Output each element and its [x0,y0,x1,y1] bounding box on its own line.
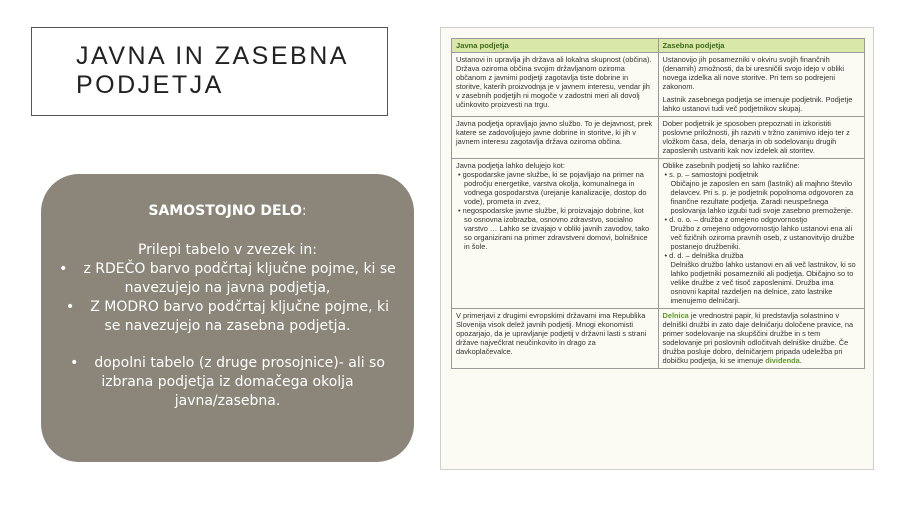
task-item-complete [57,354,398,373]
header-private: Zasebna podjetja [658,39,865,53]
cell-private-entrepreneur: Dober podjetnik je sposoben prepoznati in izkoristiti poslovne priložnosti, jih razviti v tržno zanimivo idejo ter z vložkom časa, dela, denarja in ob sodelovanju drugih zaposlenih ustvariti kak nov izdelek ali storitev. [658,117,865,159]
table-row [452,117,865,159]
cell-public-service: Javna podjetja opravljajo javno službo. To je dejavnost, prek katere se zadovoljujejo javne dobrine in storitve, ki jih v javnem interesu zagotavlja država oziroma občina. [452,117,659,159]
cell-public-forms [452,159,659,309]
cell-private-share [658,309,865,369]
comparison-table [451,38,865,369]
task-item-complete-line2: izbrana podjetja iz domačega okolja [101,374,354,390]
task-item-blue-line2: se navezujejo na zasebna podjetja. [104,318,351,334]
task-item-complete-line1: dopolni tabelo (z druge prosojnice)- ali so [94,355,385,371]
private-forms-doo-title: • d. o. o. – družba z omejeno odgovornostjo [664,215,808,224]
private-forms-sp-text: Običajno je zaposlen en sam (lastnik) ali majhno število delavcev. Pri s. p. je podjetnik popolnoma odgovoren za finančne rezultate podjetja. Zaradi neuspešnega poslovanja lahko izgubi tudi svoje zasebno premoženje. [670,179,854,215]
task-item-blue-line1: Z MODRO barvo podčrtaj ključne pojme, ki [90,299,389,315]
table-row [452,309,865,369]
slide-title [31,27,388,116]
bullet-icon: • [66,299,75,315]
cell-public-definition: Ustanovi in upravlja jih država ali lokalna skupnost (občina). Država oziroma občina svojim državljanom oziroma občanom z javnimi podjetji zagotavlja tiste dobrine in storitve, katerih proizvodnja je v javnem interesu, vendar jih v zasebnih podjetjih ni mogoče v zadostni meri ali dovolj učinkovito proizvesti na trgu. [452,53,659,117]
cell-private-definition-a: Ustanovijo jih posamezniki v okviru svojih finančnih (denarnih) zmožnosti, da bi uresničili svojo idejo v obliki novega izdelka ali nove storitve. Pri tem so podrejeni zakonom. [662,55,845,91]
task-item-complete-line3: javna/zasebna. [174,393,281,409]
cell-private-definition-b: Lastnik zasebnega podjetja se imenuje podjetnik. Podjetje lahko ustanovi tudi več podjetnikov skupaj. [662,95,853,113]
task-item-blue [57,298,398,317]
slide-title-line2: PODJETJA [76,71,224,99]
bullet-icon: • [70,355,79,371]
cell-private-forms [658,159,865,309]
table-row [452,53,865,117]
term-delnica: Delnica [662,311,689,320]
task-heading-colon: : [301,203,307,219]
comparison-table-image [440,27,874,470]
table-header-row [452,39,865,53]
private-forms-heading: Oblike zasebnih podjetij so lahko različne: [662,161,800,170]
bullet-icon: • [59,261,68,277]
task-spacer [57,336,398,354]
task-item-red [57,260,398,279]
public-forms-noneconomic: • negospodarske javne službe, ki proizvajajo dobrine, kot so osnovna izobrazba, osnovno zdravstvo, socialno varstvo … Lahko se izvajajo v obliki javnih zavodov, tako so organizirani na primer zdravstveni domovi, bolnišnice in šole. [458,206,650,251]
public-forms-economic: • gospodarske javne službe, ki se pojavljajo na primer na področju energetike, varstva okolja, komunalnega in vodnega gospodarstva (urejanje kanalizacije, dostop do vode), prometa in zvez, [458,170,647,206]
public-forms-heading: Javna podjetja lahko delujejo kot: [456,161,565,170]
header-public: Javna podjetja [452,39,659,53]
task-heading-text: SAMOSTOJNO DELO [148,203,302,219]
private-forms-doo-text: Družbo z omejeno odgovornostjo lahko ustanovi ena ali več fizičnih oziroma pravnih oseb, z ustanovitvijo družbe postanejo družbeniki. [670,224,855,251]
task-item-red-line2: navezujejo na javna podjetja, [124,280,331,296]
table-row [452,159,865,309]
task-heading [57,202,398,221]
share-definition: je vrednostni papir, ki predstavlja solastnino v delniški družbi in zato daje delničarju določene pravice, na primer sodelovanje na skupščini družbe in s tem sodelovanje pri poslovnih odločitvah delniške družbe. Če družba posluje dobro, delničarjem pripada udeležba pri dobičku podjetja, ki se imenuje [662,311,854,365]
task-item-red-line1: z RDEČO barvo podčrtaj ključne pojme, ki se [83,261,396,277]
private-forms-dd-text: Delniško družbo lahko ustanovi en ali več lastnikov, ki so lahko podjetniki posamezniki ali podjetja. Običajno so to velike družbe z več tisoč zaposlenimi. Družba ima osnovni kapital razdeljen na delnice, zato lastnike imenujemo delničarji. [670,260,856,305]
cell-public-comparison: V primerjavi z drugimi evropskimi državami ima Republika Slovenija visok delež javnih podjetij. Mnogi ekonomisti opozarjajo, da je upravljanje podjetij v državni lasti s strani države največkrat neučinkovito in drago za davkoplačevalce. [452,309,659,369]
term-dividenda: dividenda [765,356,800,365]
private-forms-sp-title: • s. p. – samostojni podjetnik [664,170,759,179]
task-panel [41,174,414,462]
task-intro: Prilepi tabelo v zvezek in: [137,242,318,258]
cell-private-definition [658,53,865,117]
share-end: . [799,356,802,365]
slide-title-line1: JAVNA IN ZASEBNA [76,42,349,70]
private-forms-dd-title: • d. d. – delniška družba [664,251,744,260]
